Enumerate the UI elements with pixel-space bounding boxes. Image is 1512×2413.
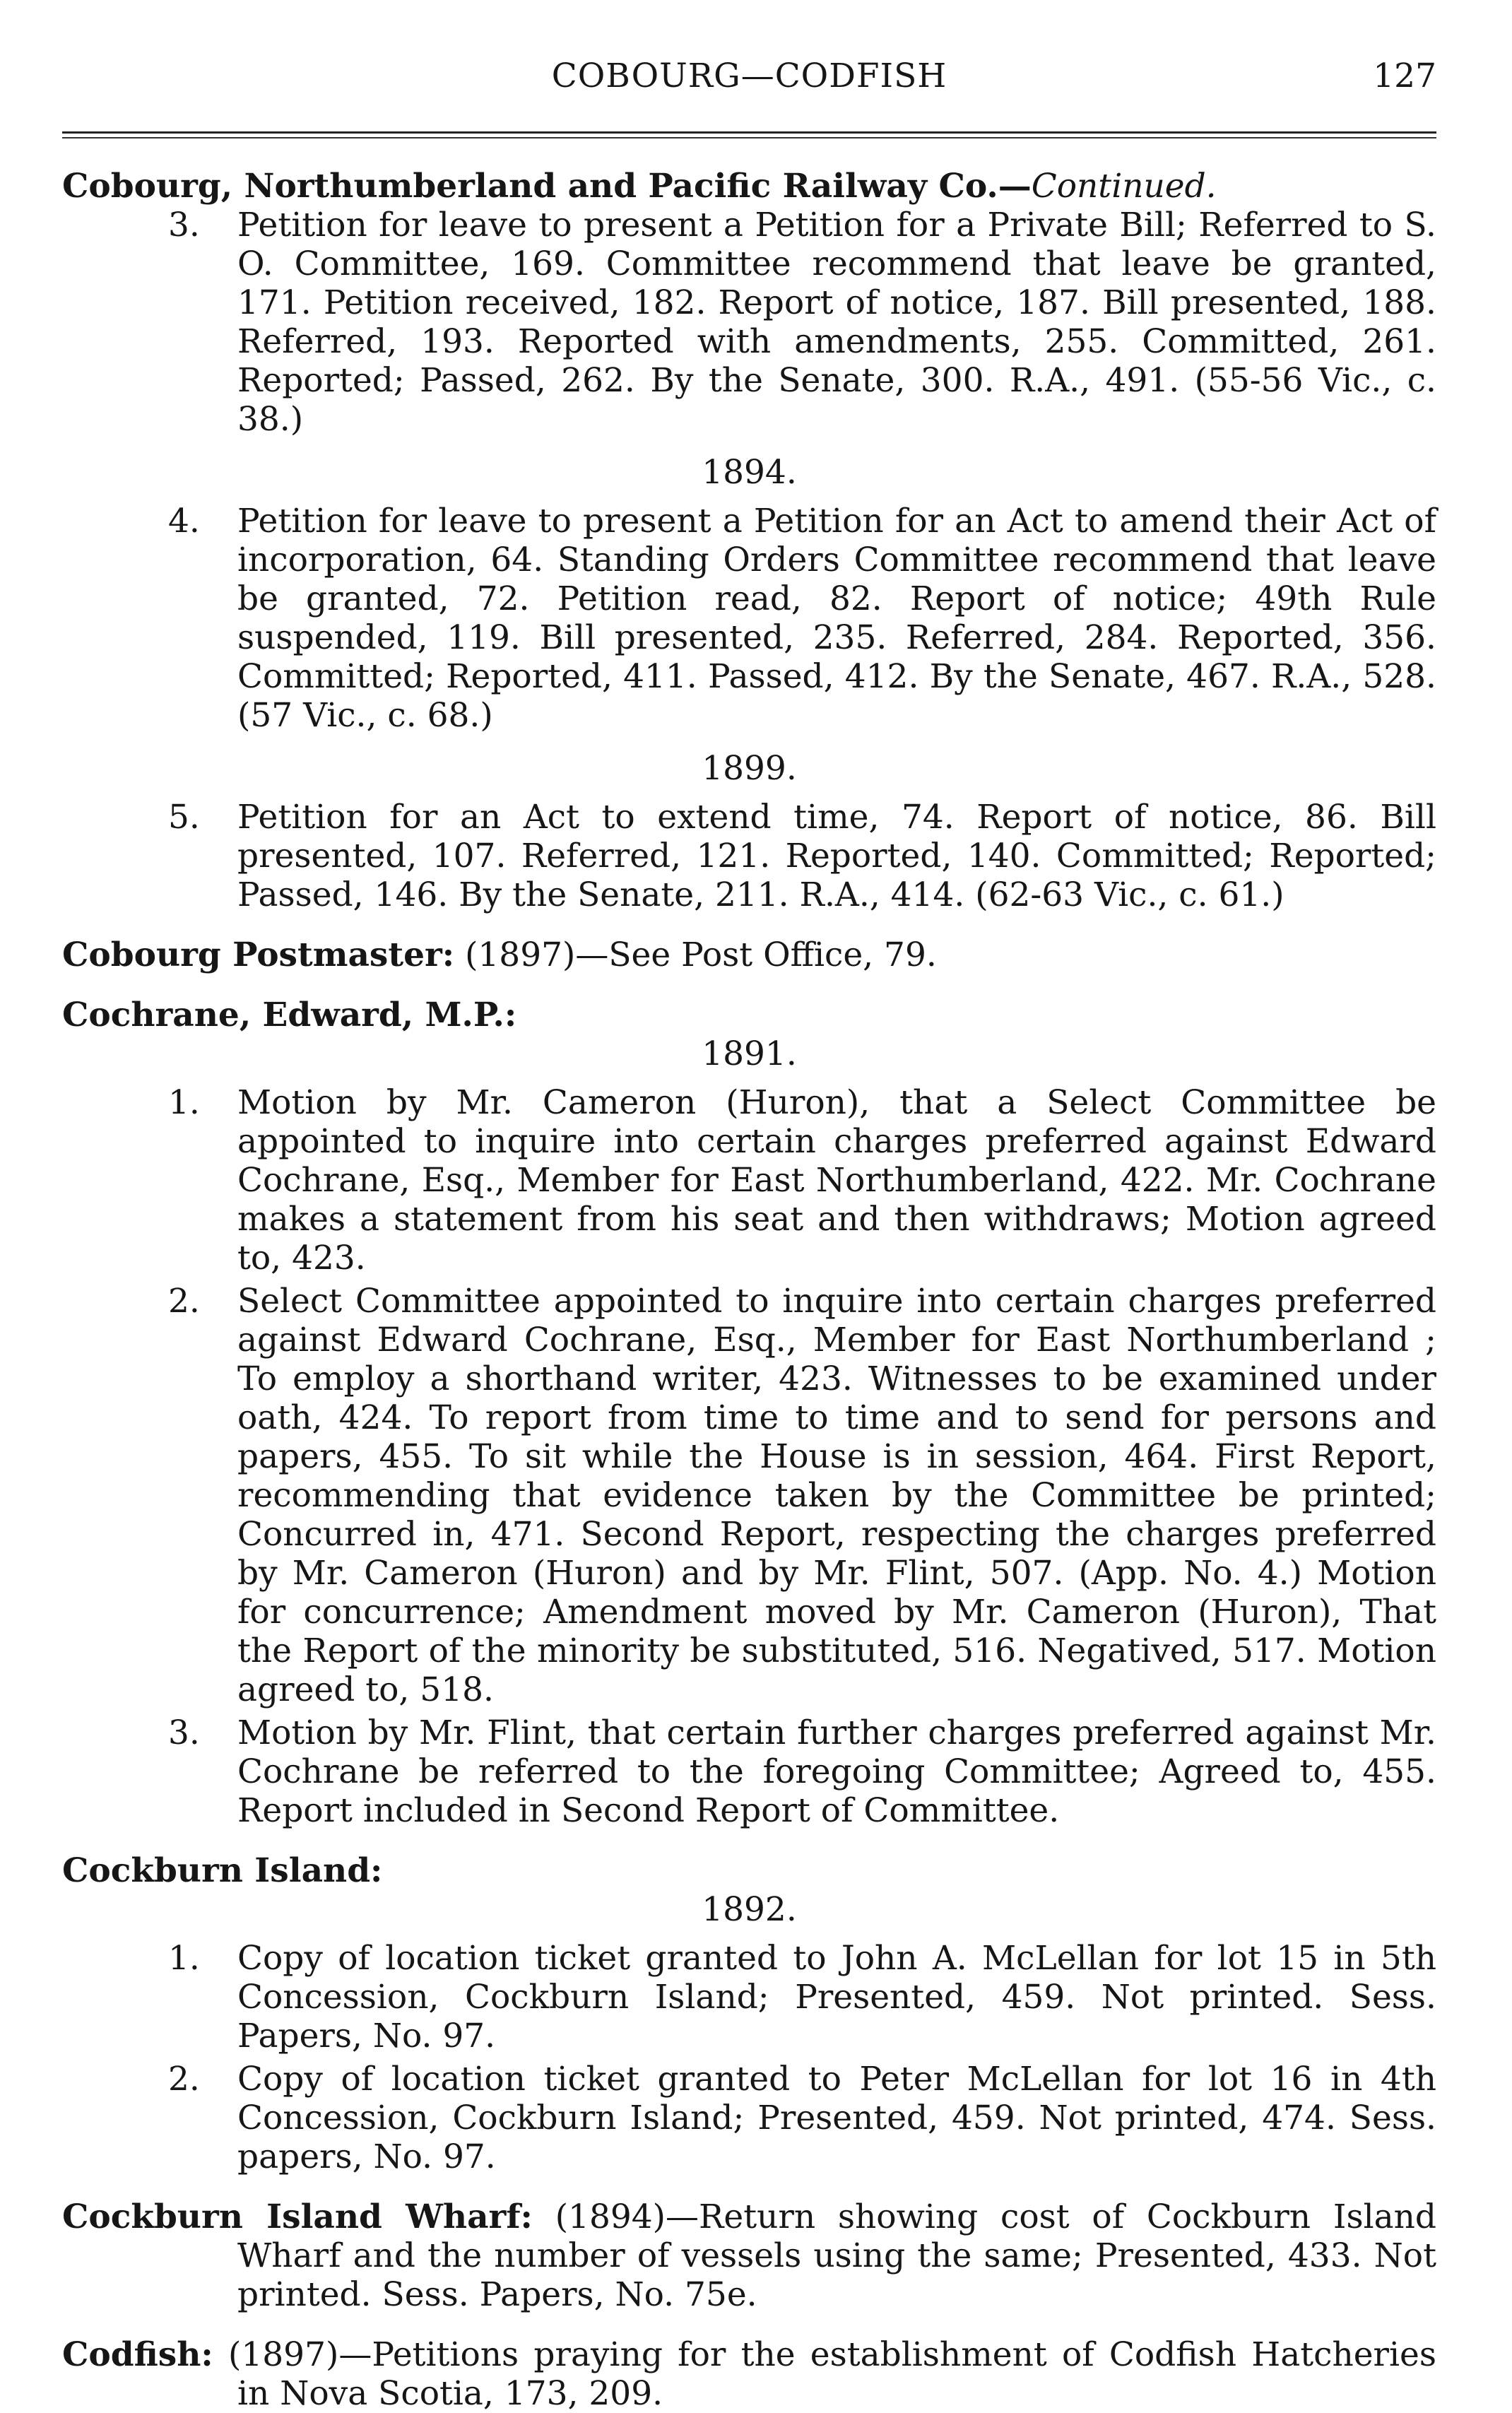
- entry-heading-line: [62, 936, 1436, 974]
- item-number: 1.: [168, 1939, 200, 1978]
- list-item: [62, 206, 1436, 439]
- year-heading: 1894.: [702, 453, 797, 492]
- item-text: Motion by Mr. Cameron (Huron), that a Select Committee be appointed to inquire into certain charges preferred against Edward Cochrane, Esq., Member for East Northumberland, 422. Mr. Cochrane makes a statement from his seat and then withdraws; Motion agreed to, 423.: [237, 1083, 1436, 1278]
- index-entry: [62, 996, 1436, 1830]
- item-number: 3.: [168, 206, 200, 244]
- list-item: [62, 1083, 1436, 1278]
- list-item: [62, 1713, 1436, 1830]
- entry-heading-line: [62, 167, 1436, 206]
- item-text: Motion by Mr. Flint, that certain further charges preferred against Mr. Cochrane be referred to the foregoing Committee; Agreed to, 455. Report included in Second Report of Committee.: [237, 1713, 1436, 1830]
- item-number: 2.: [168, 2060, 200, 2099]
- page-number: 127: [1373, 57, 1436, 95]
- entry-heading-line: [62, 2197, 1436, 2314]
- item-text: Select Committee appointed to inquire into certain charges preferred against Edward Cochrane, Esq., Member for East Northumberland ; To employ a shorthand writer, 423. Witnesses to be examined under oath, 424. To report from time to time and to send for persons and papers, 455. To sit while the House is in session, 464. First Report, recommending that evidence taken by the Committee be printed; Concurred in, 471. Second Report, respecting the charges preferred by Mr. Cameron (Huron) and by Mr. Flint, 507. (App. No. 4.) Motion for concurrence; Amendment moved by Mr. Cameron (Huron), That the Report of the minority be substituted, 516. Negatived, 517. Motion agreed to, 518.: [237, 1282, 1436, 1709]
- entry-heading: Cockburn Island:: [62, 1851, 383, 1890]
- item-number: 2.: [168, 1282, 200, 1321]
- year-heading: 1891.: [702, 1034, 797, 1073]
- index-entry: [62, 167, 1436, 914]
- item-number: 1.: [168, 1083, 200, 1122]
- index-page: [62, 57, 1436, 2413]
- index-entry: [62, 1851, 1436, 2176]
- list-item: [62, 2060, 1436, 2176]
- list-item: [62, 798, 1436, 914]
- page-header: [62, 57, 1436, 100]
- continued-note: Continued.: [1031, 167, 1217, 206]
- running-title: COBOURG—CODFISH: [551, 57, 947, 95]
- item-number: 4.: [168, 502, 200, 541]
- year-heading: 1899.: [702, 749, 797, 788]
- item-number: 3.: [168, 1713, 200, 1752]
- list-item: [62, 1939, 1436, 2055]
- entry-text: (1894)—Return showing cost of Cockburn Island Wharf and the number of vessels using the same; Presented, 433. Not printed. Sess. Papers, No. 75e.: [237, 2197, 1436, 2314]
- list-item: [62, 502, 1436, 735]
- index-entry: [62, 2197, 1436, 2314]
- item-number: 5.: [168, 798, 200, 837]
- entry-heading: Cockburn Island Wharf:: [62, 2197, 533, 2236]
- entry-heading: Cochrane, Edward, M.P.:: [62, 996, 517, 1034]
- item-text: Petition for an Act to extend time, 74. Report of notice, 86. Bill presented, 107. Referred, 121. Reported, 140. Committed; Reported; Passed, 146. By the Senate, 211. R.A., 414. (62-63 Vic., c. 61.): [237, 798, 1436, 914]
- item-text: Copy of location ticket granted to John A. McLellan for lot 15 in 5th Concession, Cockburn Island; Presented, 459. Not printed. Sess. Papers, No. 97.: [237, 1939, 1436, 2055]
- entry-heading: Cobourg, Northumberland and Pacific Railway Co.—: [62, 167, 1032, 206]
- entry-heading-line: [62, 2335, 1436, 2413]
- list-item: [62, 1282, 1436, 1709]
- year-heading: 1892.: [702, 1890, 797, 1929]
- item-text: Copy of location ticket granted to Peter McLellan for lot 16 in 4th Concession, Cockburn Island; Presented, 459. Not printed, 474. Sess. papers, No. 97.: [237, 2060, 1436, 2176]
- header-rule-thin: [62, 137, 1436, 138]
- header-rule: [62, 131, 1436, 134]
- entry-heading-line: [62, 1851, 1436, 1890]
- entry-text: (1897)—Petitions praying for the establishment of Codfish Hatcheries in Nova Scotia, 173, 209.: [228, 2335, 1436, 2413]
- index-entry: [62, 2335, 1436, 2413]
- item-text: Petition for leave to present a Petition for a Private Bill; Referred to S. O. Committee, 169. Committee recommend that leave be granted, 171. Petition received, 182. Report of notice, 187. Bill presented, 188. Referred, 193. Reported with amendments, 255. Committed, 261. Reported; Passed, 262. By the Senate, 300. R.A., 491. (55-56 Vic., c. 38.): [237, 206, 1436, 439]
- entry-heading: Codfish:: [62, 2335, 213, 2374]
- entry-heading: Cobourg Postmaster:: [62, 936, 455, 974]
- index-entry: [62, 936, 1436, 974]
- entry-heading-line: [62, 996, 1436, 1034]
- item-text: Petition for leave to present a Petition for an Act to amend their Act of incorporation, 64. Standing Orders Committee recommend that leave be granted, 72. Petition read, 82. Report of notice; 49th Rule suspended, 119. Bill presented, 235. Referred, 284. Reported, 356. Committed; Reported, 411. Passed, 412. By the Senate, 467. R.A., 528. (57 Vic., c. 68.): [237, 502, 1436, 735]
- entry-text: (1897)—See Post Office, 79.: [465, 936, 937, 974]
